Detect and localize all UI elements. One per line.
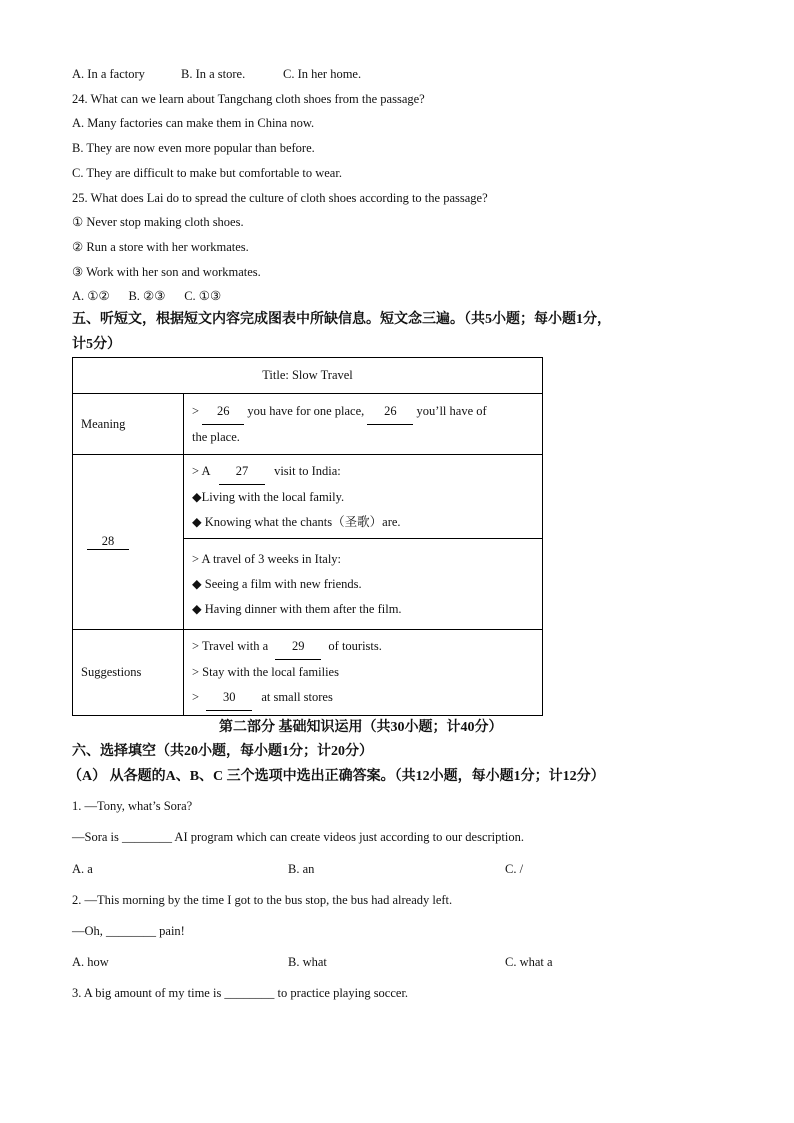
q1-line2: —Sora is ________ AI program which can create videos just according to our description. xyxy=(72,830,524,844)
q2-line2: —Oh, ________ pain! xyxy=(72,924,185,938)
suggestions-cell: > Travel with a 29 of tourists. > Stay with the local families > 30 at small stores xyxy=(184,630,543,716)
q25-statement-1: ① Never stop making cloth shoes. xyxy=(72,215,244,229)
suggestion-2: > Stay with the local families xyxy=(192,665,339,679)
q1-line1: 1. —Tony, what’s Sora? xyxy=(72,799,193,813)
meaning-cell: > 26 you have for one place, 26 you’ll have of the place. xyxy=(184,394,543,455)
meaning-label: Meaning xyxy=(73,394,184,455)
italy-title: > A travel of 3 weeks in Italy: xyxy=(192,551,342,566)
suggestions-label: Suggestions xyxy=(73,630,184,716)
q25-stem: 25. What does Lai do to spread the culture of cloth shoes according to the passage? xyxy=(72,191,488,205)
q23-option-b: B. In a store. xyxy=(181,67,246,81)
italy-item-1: ◆ Seeing a film with new friends. xyxy=(192,576,362,591)
india-cell: > A 27 visit to India: ◆Living with the local family. ◆ Knowing what the chants（圣歌）are. xyxy=(184,455,543,539)
section5-heading-line2: 计5分） xyxy=(72,337,121,352)
blank-26-second: 26 xyxy=(367,399,413,425)
q23-option-c: C. In her home. xyxy=(283,67,362,81)
q25-options: A. ①② B. ②③ C. ①③ xyxy=(72,289,222,303)
q23-option-a: A. In a factory xyxy=(72,67,145,81)
q2-option-c: C. what a xyxy=(505,955,553,969)
blank-27: 27 xyxy=(219,459,265,485)
q24-option-a: A. Many factories can make them in China now. xyxy=(72,116,315,130)
india-item-2: ◆ Knowing what the chants（圣歌）are. xyxy=(192,514,401,529)
q25-statement-2: ② Run a store with her workmates. xyxy=(72,240,249,254)
q24-option-b: B. They are now even more popular than before. xyxy=(72,141,315,155)
q1-option-b: B. an xyxy=(288,862,315,876)
slow-travel-table xyxy=(72,357,543,716)
subsection-a-heading: （A） 从各题的A、B、C 三个选项中选出正确答案。（共12小题，每小题1分；计12分） xyxy=(68,769,605,784)
q25-statement-3: ③ Work with her son and workmates. xyxy=(72,265,261,279)
part2-heading: 第二部分 基础知识运用（共30小题；计40分） xyxy=(219,720,503,735)
blank-29: 29 xyxy=(275,634,321,660)
q1-option-c: C. / xyxy=(505,862,524,876)
blank-28-cell xyxy=(73,455,184,630)
blank-30: 30 xyxy=(206,685,252,711)
italy-cell xyxy=(184,539,543,630)
section6-heading: 六、选择填空（共20小题，每小题1分；计20分） xyxy=(72,744,373,759)
q3-line1: 3. A big amount of my time is ________ to practice playing soccer. xyxy=(72,986,409,1000)
q2-line1: 2. —This morning by the time I got to the bus stop, the bus had already left. xyxy=(72,893,453,907)
q24-stem: 24. What can we learn about Tangchang cloth shoes from the passage? xyxy=(72,92,425,106)
q2-option-a: A. how xyxy=(72,955,109,969)
section5-heading-line1: 五、听短文，根据短文内容完成图表中所缺信息。短文念三遍。（共5小题；每小题1分， xyxy=(72,312,611,327)
blank-26: 26 xyxy=(202,399,244,425)
q1-option-a: A. a xyxy=(72,862,93,876)
table-title: Title: Slow Travel xyxy=(73,358,543,394)
q24-option-c: C. They are difficult to make but comfortable to wear. xyxy=(72,166,342,180)
blank-28: 28 xyxy=(87,534,129,550)
italy-item-2: ◆ Having dinner with them after the film. xyxy=(192,601,402,616)
india-item-1: ◆Living with the local family. xyxy=(192,489,345,504)
q2-option-b: B. what xyxy=(288,955,327,969)
